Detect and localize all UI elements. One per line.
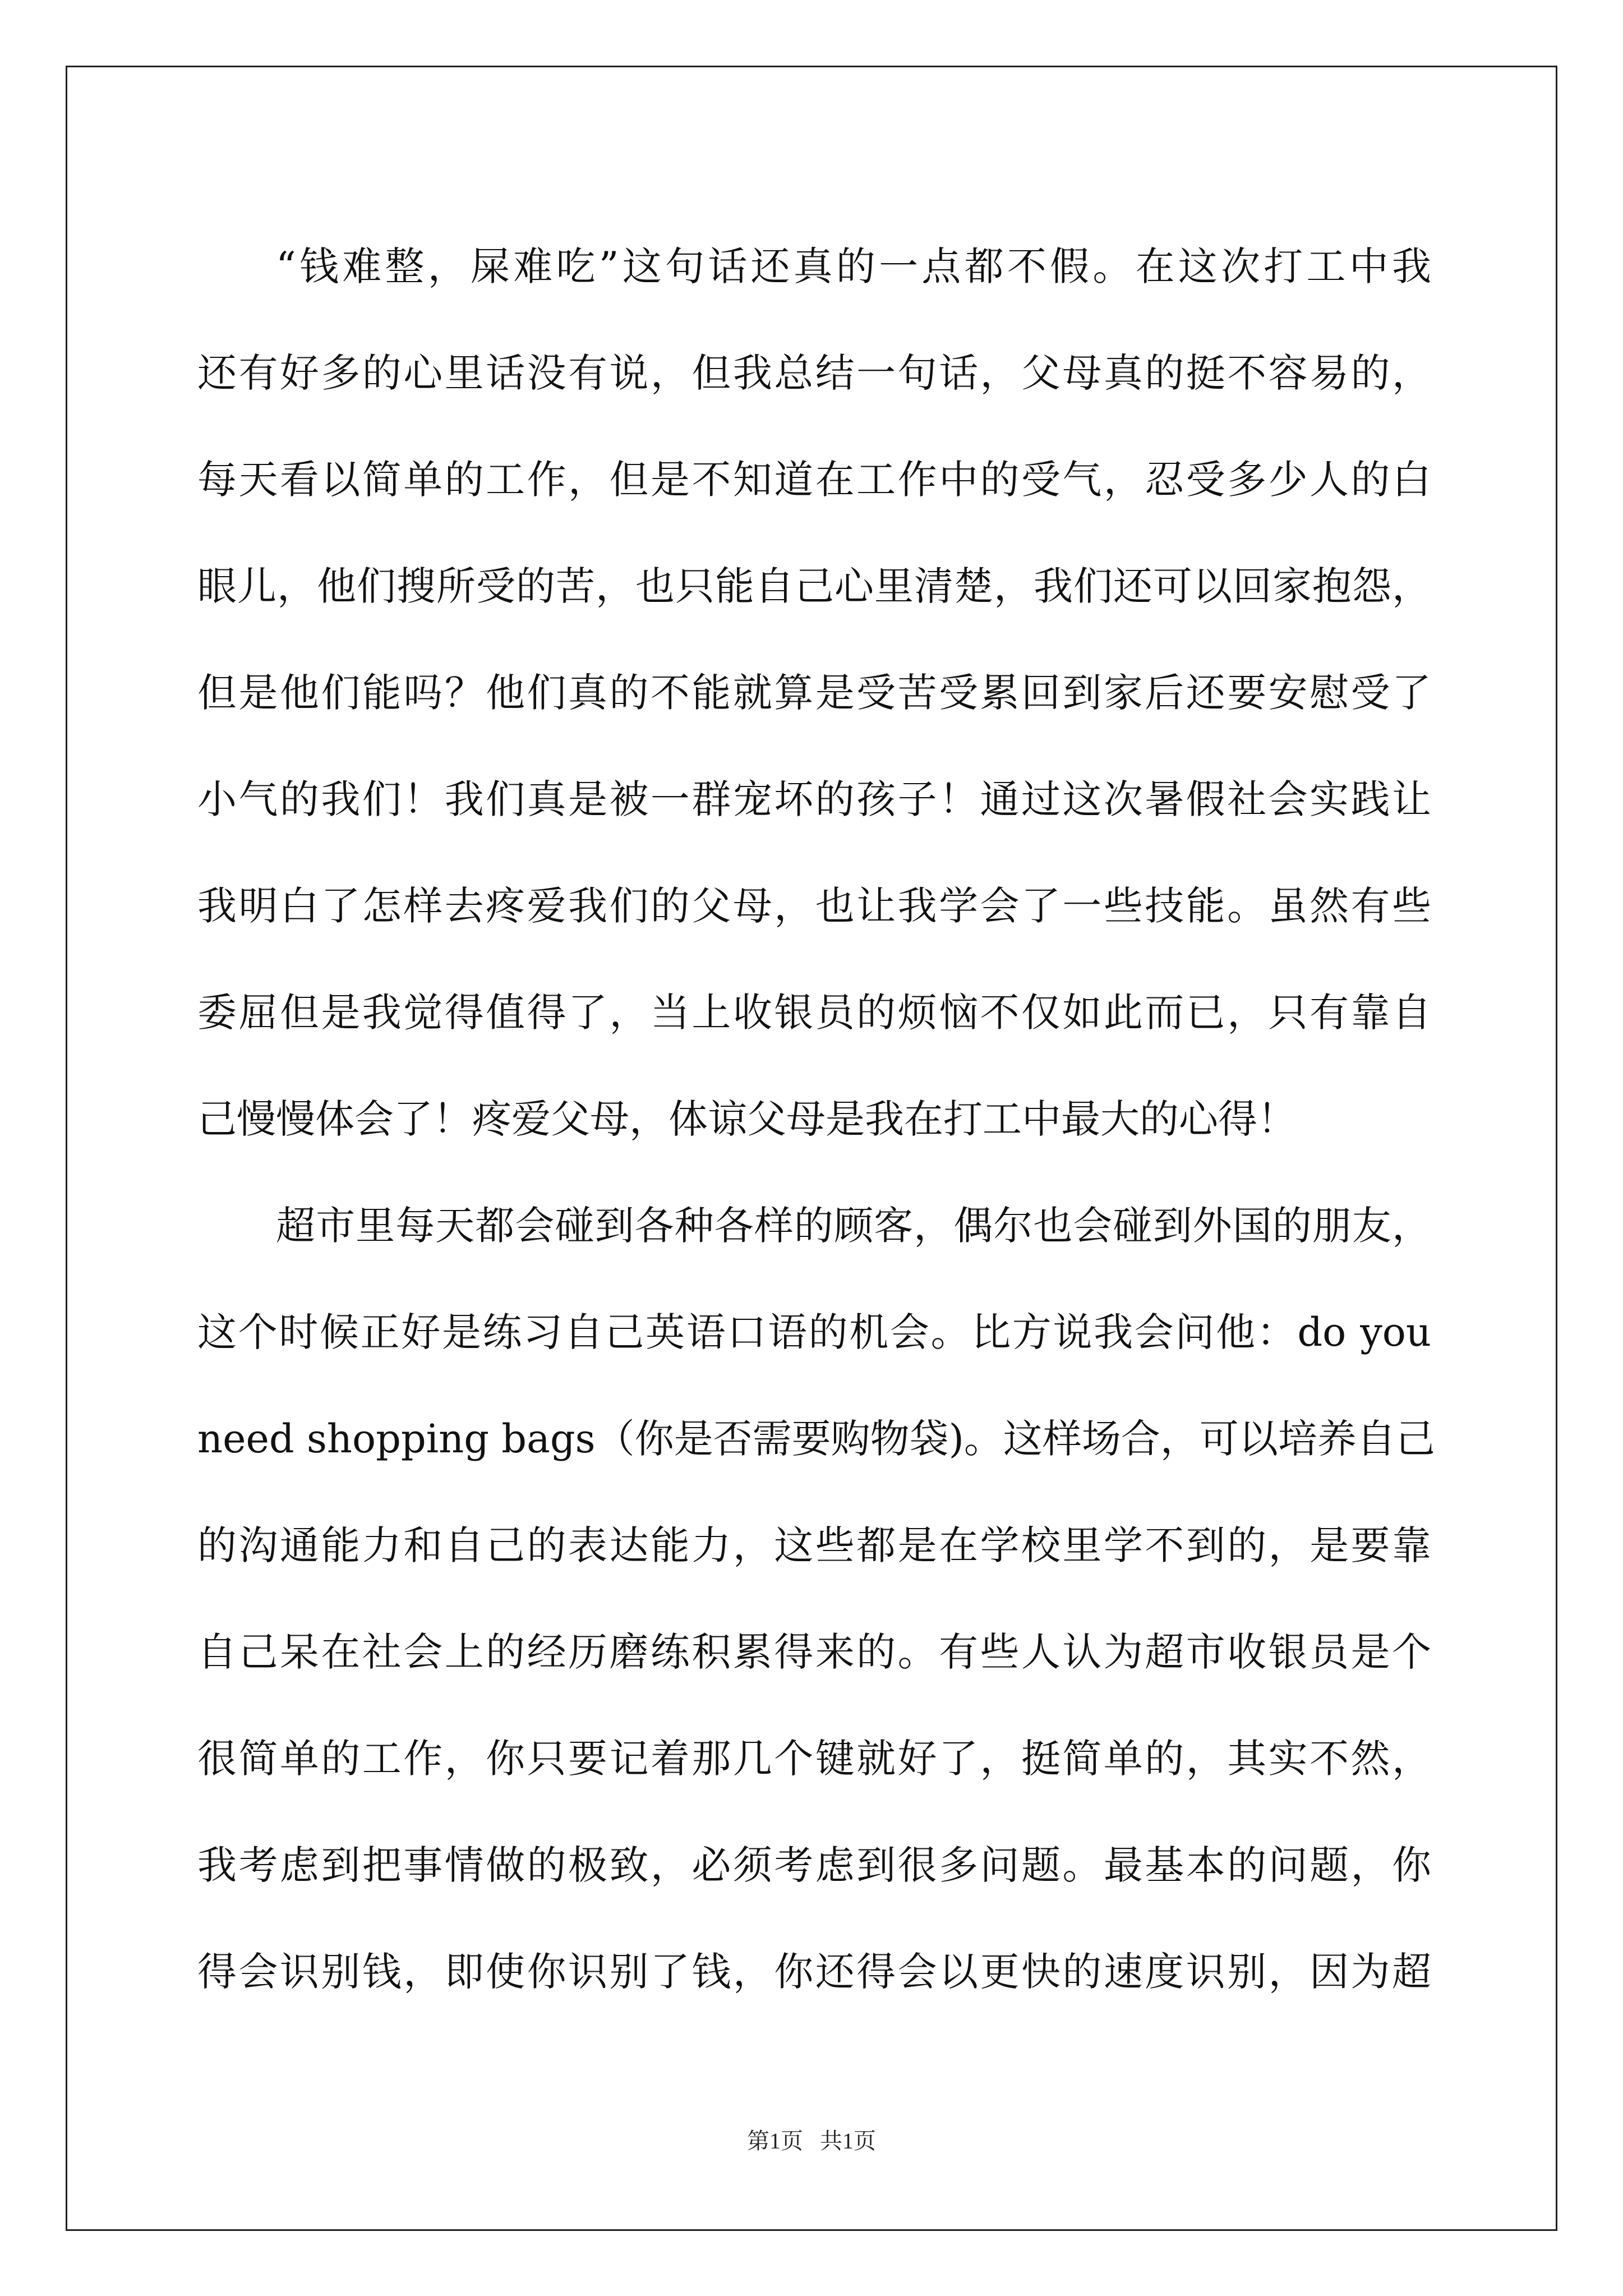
paragraph-2-line-7: 我考虑到把事情做的极致，必须考虑到很多问题。最基本的问题，你 (197, 1842, 1431, 1888)
paragraph-2-line-6: 很简单的工作，你只要记着那几个键就好了，挺简单的，其实不然， (197, 1736, 1431, 1782)
paragraph-2-line-2: 这个时候正好是练习自己英语口语的机会。比方说我会问他：do you (197, 1309, 1431, 1355)
paragraph-1-line-3: 每天看以简单的工作，但是不知道在工作中的受气，忍受多少人的白 (197, 457, 1431, 503)
paragraph-1-line-8: 委屈但是我觉得值得了，当上收银员的烦恼不仅如此而已，只有靠自 (197, 990, 1431, 1036)
paragraph-1-line-2: 还有好多的心里话没有说，但我总结一句话，父母真的挺不容易的， (197, 350, 1431, 396)
paragraph-2-line-4: 的沟通能力和自己的表达能力，这些都是在学校里学不到的，是要靠 (197, 1522, 1431, 1568)
paragraph-1-line-1: “钱难整，屎难吃”这句话还真的一点都不假。在这次打工中我 (276, 243, 1431, 289)
paragraph-1-line-6: 小气的我们！我们真是被一群宠坏的孩子！通过这次暑假社会实践让 (197, 776, 1431, 822)
paragraph-2-line-3: need shopping bags（你是否需要购物袋)。这样场合，可以培养自己 (197, 1416, 1435, 1462)
page-number-footer: 第1页 共1页 (747, 2128, 876, 2154)
paragraph-2-line-5: 自己呆在社会上的经历磨练积累得来的。有些人认为超市收银员是个 (197, 1629, 1431, 1675)
paragraph-2-line-8: 得会识别钱，即使你识别了钱，你还得会以更快的速度识别，因为超 (197, 1949, 1431, 1995)
paragraph-1-line-9: 己慢慢体会了！疼爱父母，体谅父母是我在打工中最大的心得！ (197, 1096, 1297, 1142)
paragraph-1-line-5: 但是他们能吗？他们真的不能就算是受苦受累回到家后还要安慰受了 (197, 670, 1431, 716)
paragraph-1-line-4: 眼儿，他们搜所受的苦，也只能自己心里清楚，我们还可以回家抱怨， (197, 563, 1431, 609)
paragraph-1-line-7: 我明白了怎样去疼爱我们的父母，也让我学会了一些技能。虽然有些 (197, 883, 1431, 929)
paragraph-2-line-1: 超市里每天都会碰到各种各样的顾客，偶尔也会碰到外国的朋友， (276, 1203, 1431, 1249)
document-body (197, 213, 1435, 2025)
